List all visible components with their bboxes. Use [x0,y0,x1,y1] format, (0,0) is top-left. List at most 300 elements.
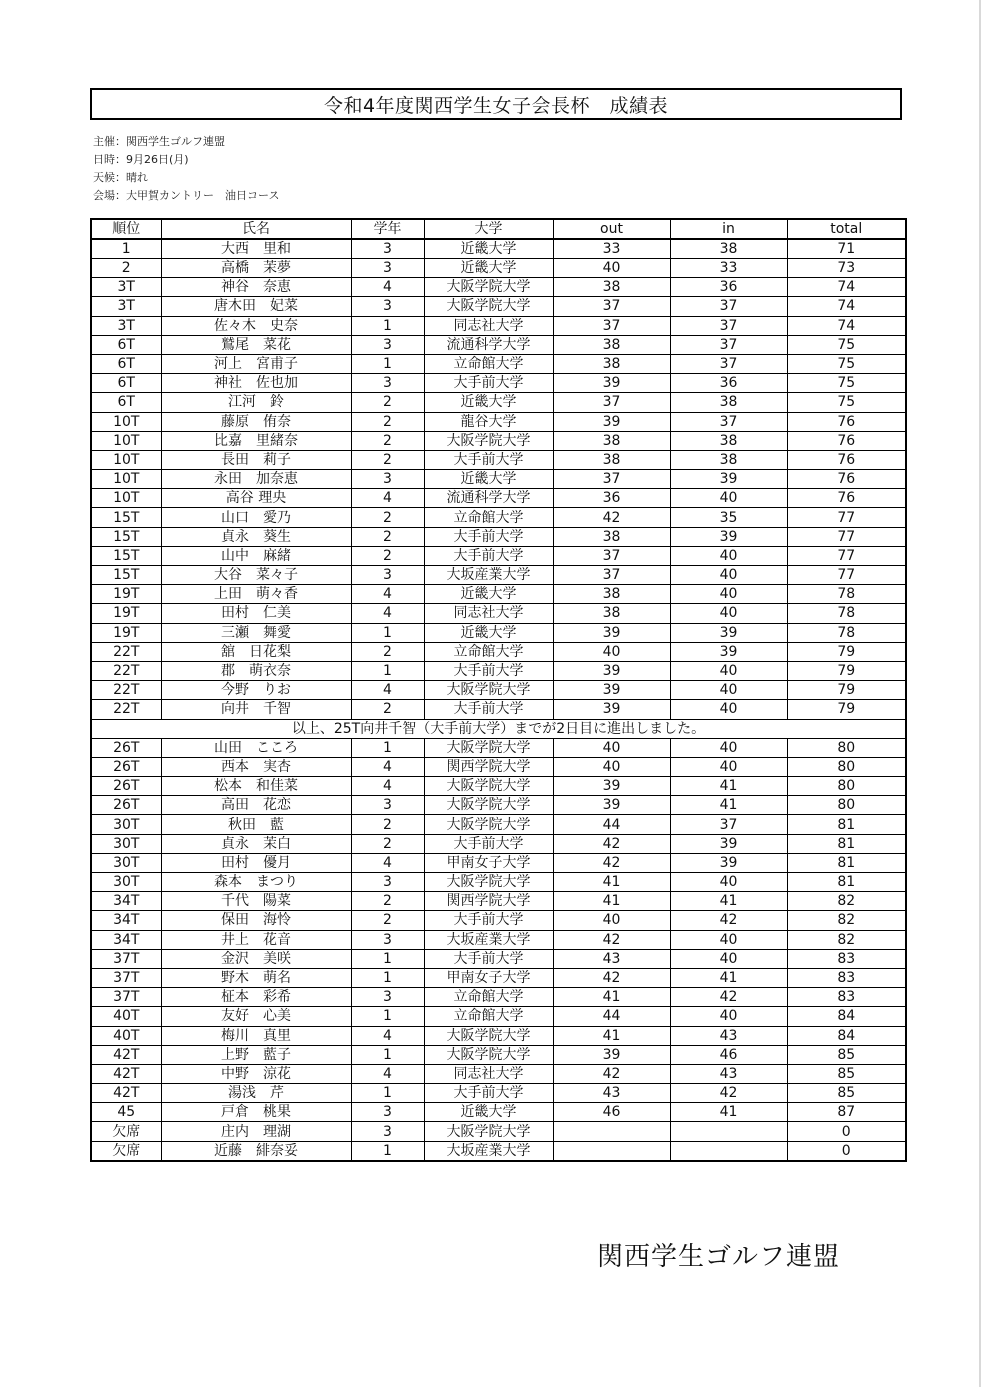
out-cell: 39 [553,661,670,680]
name-cell: 高谷 理央 [161,489,351,508]
in-cell: 39 [670,853,787,872]
page-title: 令和4年度関西学生女子会長杯 成績表 [90,88,902,120]
grade-cell: 4 [351,853,424,872]
in-cell: 37 [670,335,787,354]
in-cell: 36 [670,278,787,297]
name-cell: 永田 加奈恵 [161,470,351,489]
name-cell: 戸倉 桃果 [161,1103,351,1122]
total-cell: 79 [787,700,906,719]
in-cell: 37 [670,815,787,834]
out-cell: 44 [553,1007,670,1026]
in-cell: 38 [670,431,787,450]
rank-cell: 欠席 [91,1122,161,1141]
name-cell: 藤原 侑奈 [161,412,351,431]
name-cell: 秋田 藍 [161,815,351,834]
grade-cell: 4 [351,489,424,508]
out-cell: 37 [553,297,670,316]
out-cell: 40 [553,259,670,278]
out-cell: 39 [553,1045,670,1064]
university-cell: 同志社大学 [424,604,553,623]
grade-cell: 3 [351,335,424,354]
out-cell [553,1141,670,1161]
in-cell: 39 [670,834,787,853]
rank-cell: 22T [91,681,161,700]
university-cell: 流通科学大学 [424,335,553,354]
out-cell: 40 [553,642,670,661]
weather-line: 天候：晴れ [93,171,148,184]
total-cell: 79 [787,642,906,661]
table-row [91,431,906,450]
header-total: total [787,219,906,239]
total-cell: 76 [787,412,906,431]
in-cell: 40 [670,949,787,968]
total-cell: 82 [787,892,906,911]
date-line: 日時：9月26日(月) [93,153,189,166]
name-cell: 庄内 理湖 [161,1122,351,1141]
name-cell: 千代 陽菜 [161,892,351,911]
rank-cell: 40T [91,1026,161,1045]
total-cell: 80 [787,757,906,776]
rank-cell: 19T [91,604,161,623]
table-row [91,700,906,719]
total-cell: 83 [787,968,906,987]
name-cell: 高田 花恋 [161,796,351,815]
out-cell: 44 [553,815,670,834]
university-cell: 大坂産業大学 [424,930,553,949]
grade-cell: 1 [351,316,424,335]
grade-cell: 2 [351,431,424,450]
table-row [91,681,906,700]
total-cell: 80 [787,738,906,757]
name-cell: 湯浅 芹 [161,1084,351,1103]
header-in: in [670,219,787,239]
in-cell: 39 [670,642,787,661]
in-cell: 42 [670,911,787,930]
in-cell: 41 [670,1103,787,1122]
university-cell: 大手前大学 [424,911,553,930]
rank-cell: 3T [91,278,161,297]
out-cell [553,1122,670,1141]
name-cell: 神谷 奈恵 [161,278,351,297]
rank-cell: 45 [91,1103,161,1122]
name-cell: 郡 萌衣奈 [161,661,351,680]
university-cell: 龍谷大学 [424,412,553,431]
university-cell: 甲南女子大学 [424,853,553,872]
table-row [91,412,906,431]
university-cell: 近畿大学 [424,470,553,489]
out-cell: 40 [553,911,670,930]
total-cell: 80 [787,796,906,815]
university-cell: 近畿大学 [424,623,553,642]
university-cell: 立命館大学 [424,1007,553,1026]
university-cell: 関西学院大学 [424,757,553,776]
rank-cell: 10T [91,489,161,508]
in-cell: 35 [670,508,787,527]
university-cell: 大坂産業大学 [424,1141,553,1161]
university-cell: 関西学院大学 [424,892,553,911]
university-cell: 近畿大学 [424,1103,553,1122]
total-cell: 76 [787,431,906,450]
rank-cell: 1 [91,239,161,259]
university-cell: 近畿大学 [424,259,553,278]
rank-cell: 22T [91,700,161,719]
in-cell: 40 [670,700,787,719]
university-cell: 大手前大学 [424,834,553,853]
name-cell: 高橋 茉夢 [161,259,351,278]
table-row [91,585,906,604]
name-cell: 唐木田 妃菜 [161,297,351,316]
table-row [91,623,906,642]
table-row [91,930,906,949]
table-row [91,259,906,278]
grade-cell: 3 [351,239,424,259]
name-cell: 向井 千智 [161,700,351,719]
rank-cell: 19T [91,623,161,642]
out-cell: 38 [553,527,670,546]
name-cell: 鷲尾 菜花 [161,335,351,354]
table-row [91,988,906,1007]
in-cell: 39 [670,623,787,642]
university-cell: 近畿大学 [424,585,553,604]
grade-cell: 3 [351,566,424,585]
grade-cell: 1 [351,1141,424,1161]
total-cell: 77 [787,508,906,527]
table-row [91,1103,906,1122]
name-cell: 今野 りお [161,681,351,700]
grade-cell: 2 [351,700,424,719]
in-cell: 40 [670,930,787,949]
rank-cell: 10T [91,450,161,469]
out-cell: 38 [553,431,670,450]
rank-cell: 37T [91,949,161,968]
table-row [91,604,906,623]
name-cell: 森本 まつり [161,873,351,892]
out-cell: 41 [553,988,670,1007]
university-cell: 大阪学院大学 [424,681,553,700]
total-cell: 82 [787,911,906,930]
grade-cell: 2 [351,527,424,546]
out-cell: 42 [553,968,670,987]
total-cell: 87 [787,1103,906,1122]
in-cell: 39 [670,527,787,546]
out-cell: 33 [553,239,670,259]
header-university: 大学 [424,219,553,239]
university-cell: 立命館大学 [424,508,553,527]
name-cell: 中野 涼花 [161,1064,351,1083]
header-out: out [553,219,670,239]
grade-cell: 2 [351,911,424,930]
in-cell: 40 [670,546,787,565]
table-row [91,489,906,508]
total-cell: 76 [787,470,906,489]
in-cell: 37 [670,297,787,316]
total-cell: 71 [787,239,906,259]
total-cell: 77 [787,527,906,546]
in-cell: 40 [670,489,787,508]
rank-cell: 19T [91,585,161,604]
table-row [91,527,906,546]
name-cell: 貞永 葵生 [161,527,351,546]
out-cell: 42 [553,853,670,872]
university-cell: 大手前大学 [424,450,553,469]
rank-cell: 10T [91,470,161,489]
table-row [91,566,906,585]
out-cell: 36 [553,489,670,508]
grade-cell: 4 [351,1064,424,1083]
out-cell: 39 [553,700,670,719]
table-row [91,642,906,661]
grade-cell: 2 [351,546,424,565]
name-cell: 田村 仁美 [161,604,351,623]
table-row [91,834,906,853]
name-cell: 梅川 真里 [161,1026,351,1045]
out-cell: 41 [553,1026,670,1045]
rank-cell: 26T [91,738,161,757]
grade-cell: 3 [351,297,424,316]
rank-cell: 15T [91,508,161,527]
grade-cell: 2 [351,834,424,853]
qualifier-note: 以上、25T向井千智（大手前大学）までが2日目に進出しました。 [91,719,906,738]
table-row [91,546,906,565]
table-row [91,968,906,987]
university-cell: 大手前大学 [424,1084,553,1103]
out-cell: 38 [553,450,670,469]
out-cell: 38 [553,335,670,354]
university-cell: 大坂産業大学 [424,566,553,585]
rank-cell: 37T [91,988,161,1007]
total-cell: 83 [787,949,906,968]
grade-cell: 4 [351,757,424,776]
rank-cell: 3T [91,316,161,335]
in-cell: 40 [670,585,787,604]
grade-cell: 4 [351,278,424,297]
grade-cell: 3 [351,988,424,1007]
table-row [91,853,906,872]
grade-cell: 2 [351,450,424,469]
rank-cell: 6T [91,393,161,412]
out-cell: 39 [553,796,670,815]
name-cell: 長田 莉子 [161,450,351,469]
table-row [91,278,906,297]
table-row [91,892,906,911]
university-cell: 大阪学院大学 [424,1026,553,1045]
grade-cell: 4 [351,1026,424,1045]
table-row [91,393,906,412]
university-cell: 同志社大学 [424,316,553,335]
name-cell: 江河 鈴 [161,393,351,412]
name-cell: 松本 和佳菜 [161,777,351,796]
out-cell: 42 [553,1064,670,1083]
name-cell: 西本 実杏 [161,757,351,776]
total-cell: 79 [787,681,906,700]
name-cell: 上野 藍子 [161,1045,351,1064]
university-cell: 大手前大学 [424,949,553,968]
grade-cell: 3 [351,796,424,815]
rank-cell: 22T [91,661,161,680]
university-cell: 近畿大学 [424,393,553,412]
results-table [90,218,907,1162]
rank-cell: 10T [91,412,161,431]
grade-cell: 3 [351,930,424,949]
event-info [93,133,279,205]
total-cell: 84 [787,1026,906,1045]
header-name: 氏名 [161,219,351,239]
rank-cell: 26T [91,777,161,796]
rank-cell: 10T [91,431,161,450]
total-cell: 73 [787,259,906,278]
table-row [91,316,906,335]
table-row [91,1045,906,1064]
total-cell: 85 [787,1064,906,1083]
university-cell: 大手前大学 [424,661,553,680]
total-cell: 77 [787,546,906,565]
university-cell: 大阪学院大学 [424,815,553,834]
rank-cell: 15T [91,527,161,546]
out-cell: 39 [553,777,670,796]
name-cell: 田村 優月 [161,853,351,872]
out-cell: 39 [553,623,670,642]
table-row [91,949,906,968]
university-cell: 立命館大学 [424,988,553,1007]
name-cell: 大西 里和 [161,239,351,259]
in-cell: 41 [670,968,787,987]
in-cell: 40 [670,757,787,776]
name-cell: 河上 宮甫子 [161,354,351,373]
university-cell: 大阪学院大学 [424,1045,553,1064]
qualifier-note-row [91,719,906,738]
grade-cell: 1 [351,949,424,968]
table-row [91,374,906,393]
total-cell: 85 [787,1084,906,1103]
name-cell: 舘 日花梨 [161,642,351,661]
rank-cell: 2 [91,259,161,278]
out-cell: 41 [553,873,670,892]
table-row [91,1084,906,1103]
rank-cell: 30T [91,815,161,834]
name-cell: 大谷 菜々子 [161,566,351,585]
grade-cell: 3 [351,1122,424,1141]
university-cell: 流通科学大学 [424,489,553,508]
total-cell: 82 [787,930,906,949]
rank-cell: 6T [91,335,161,354]
name-cell: 山口 愛乃 [161,508,351,527]
grade-cell: 1 [351,661,424,680]
rank-cell: 26T [91,796,161,815]
out-cell: 38 [553,278,670,297]
out-cell: 42 [553,834,670,853]
organization-signature: 関西学生ゴルフ連盟 [597,1242,841,1272]
in-cell: 43 [670,1026,787,1045]
total-cell: 85 [787,1045,906,1064]
table-row [91,354,906,373]
rank-cell: 30T [91,834,161,853]
grade-cell: 2 [351,393,424,412]
out-cell: 38 [553,354,670,373]
total-cell: 80 [787,777,906,796]
total-cell: 75 [787,335,906,354]
table-row [91,297,906,316]
grade-cell: 4 [351,777,424,796]
organizer-line: 主催：関西学生ゴルフ連盟 [93,135,225,148]
out-cell: 37 [553,316,670,335]
out-cell: 40 [553,757,670,776]
total-cell: 78 [787,585,906,604]
name-cell: 保田 海怜 [161,911,351,930]
grade-cell: 4 [351,585,424,604]
university-cell: 大阪学院大学 [424,777,553,796]
total-cell: 0 [787,1122,906,1141]
university-cell: 大阪学院大学 [424,431,553,450]
table-row [91,1026,906,1045]
in-cell: 40 [670,681,787,700]
in-cell: 39 [670,470,787,489]
grade-cell: 1 [351,623,424,642]
in-cell: 38 [670,450,787,469]
table-row [91,661,906,680]
grade-cell: 1 [351,1084,424,1103]
total-cell: 74 [787,278,906,297]
table-row [91,1064,906,1083]
grade-cell: 3 [351,374,424,393]
rank-cell: 42T [91,1045,161,1064]
in-cell: 41 [670,777,787,796]
table-row [91,873,906,892]
out-cell: 42 [553,508,670,527]
in-cell: 41 [670,796,787,815]
grade-cell: 1 [351,968,424,987]
grade-cell: 1 [351,354,424,373]
out-cell: 38 [553,604,670,623]
table-row [91,239,906,259]
university-cell: 大阪学院大学 [424,796,553,815]
in-cell: 37 [670,354,787,373]
rank-cell: 15T [91,546,161,565]
total-cell: 75 [787,393,906,412]
rank-cell: 30T [91,873,161,892]
table-row [91,757,906,776]
out-cell: 38 [553,585,670,604]
out-cell: 43 [553,1084,670,1103]
out-cell: 37 [553,566,670,585]
in-cell: 37 [670,316,787,335]
total-cell: 79 [787,661,906,680]
rank-cell: 40T [91,1007,161,1026]
grade-cell: 2 [351,412,424,431]
out-cell: 37 [553,393,670,412]
grade-cell: 2 [351,508,424,527]
total-cell: 81 [787,873,906,892]
name-cell: 柾本 彩希 [161,988,351,1007]
table-row [91,911,906,930]
name-cell: 山田 こころ [161,738,351,757]
total-cell: 81 [787,815,906,834]
name-cell: 野木 萌名 [161,968,351,987]
table-row [91,815,906,834]
university-cell: 立命館大学 [424,642,553,661]
total-cell: 74 [787,297,906,316]
total-cell: 75 [787,374,906,393]
university-cell: 大手前大学 [424,700,553,719]
venue-line: 会場：大甲賀カントリー 油日コース [93,189,280,202]
header-row [91,219,906,239]
in-cell: 40 [670,566,787,585]
in-cell: 40 [670,738,787,757]
name-cell: 貞永 茉白 [161,834,351,853]
rank-cell: 42T [91,1064,161,1083]
rank-cell: 34T [91,930,161,949]
total-cell: 83 [787,988,906,1007]
total-cell: 81 [787,834,906,853]
